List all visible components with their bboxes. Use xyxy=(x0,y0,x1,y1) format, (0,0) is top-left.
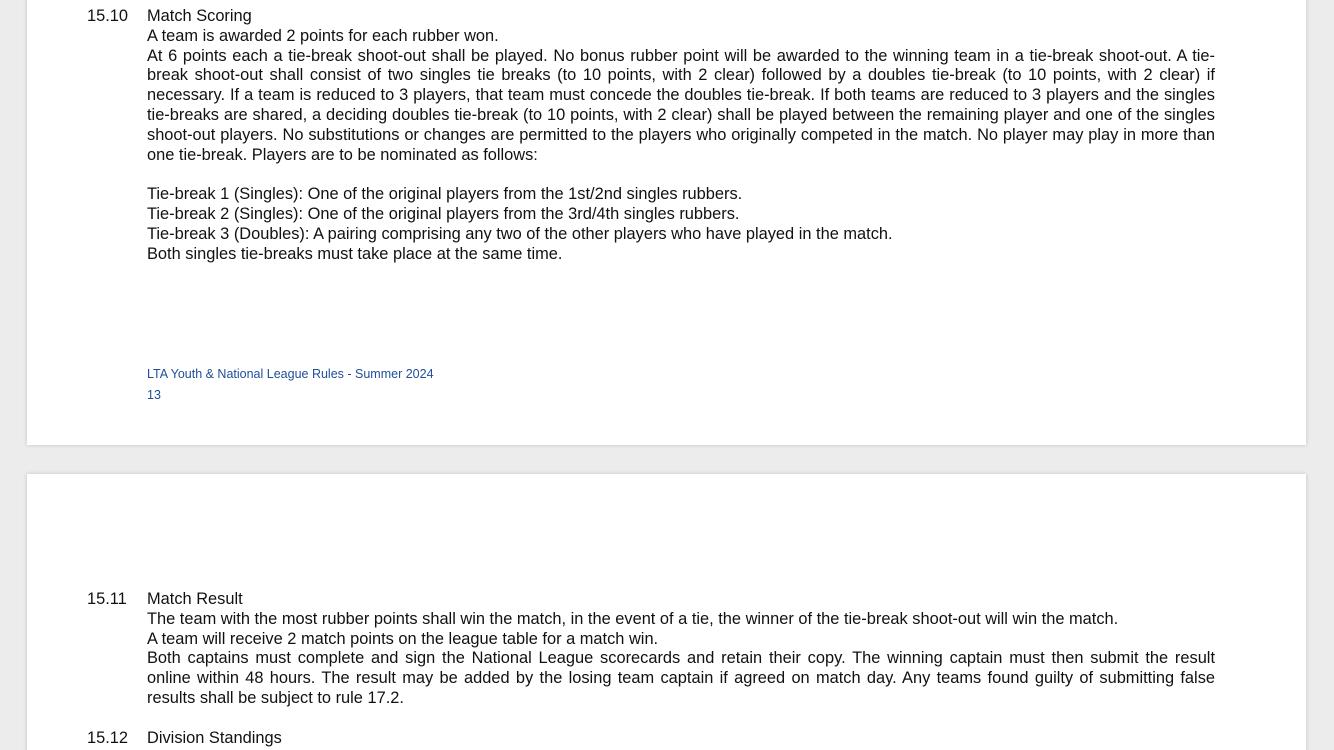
paragraph: A team is awarded 2 points for each rubber won. xyxy=(147,26,499,45)
footer-title: LTA Youth & National League Rules - Summer 2024 xyxy=(147,367,434,381)
page-number: 13 xyxy=(147,388,161,402)
list-item: Tie-break 2 (Singles): One of the original players from the 3rd/4th singles rubbers. xyxy=(147,204,740,223)
section-title: Match Scoring xyxy=(147,7,252,25)
section-body xyxy=(147,27,1215,265)
section-body xyxy=(147,610,1215,709)
paragraph: Both captains must complete and sign the National League scorecards and retain their copy. The winning captain must then submit the result online within 48 hours. The result may be added by the losing team captain if agreed on match day. Any teams found guilty of submitting false results shall be subject to rule 17.2. xyxy=(147,649,1215,707)
page-footer xyxy=(147,364,434,406)
document-page xyxy=(27,0,1306,445)
section-number: 15.12 xyxy=(87,729,129,747)
paragraph: At 6 points each a tie-break shoot-out shall be played. No bonus rubber point will be awarded to the winning team in a tie-break shoot-out. A tie-break shoot-out shall consist of two singles tie breaks (to 10 points, with 2 clear) followed by a doubles tie-break (to 10 points, with 2 clear) if necessary. If a team is reduced to 3 players, that team must concede the doubles tie-break. If both teams are reduced to 3 players and the singles tie-breaks are shared, a deciding doubles tie-break (to 10 points, with 2 clear) shall be played between the remaining player and one of the singles shoot-out players. No substitutions or changes are permitted to the players who originally competed in the match. No player may play in more than one tie-break. Players are to be nominated as follows: xyxy=(147,46,1215,164)
section-number: 15.11 xyxy=(87,590,127,608)
document-page xyxy=(27,474,1306,750)
paragraph: The team with the most rubber points shall win the match, in the event of a tie, the winner of the tie-break shoot-out will win the match. xyxy=(147,609,1119,628)
paragraph: A team will receive 2 match points on the league table for a match win. xyxy=(147,629,659,648)
list-item: Both singles tie-breaks must take place at the same time. xyxy=(147,244,563,263)
list-item: Tie-break 3 (Doubles): A pairing comprising any two of the other players who have played in the match. xyxy=(147,224,893,243)
list-item: Tie-break 1 (Singles): One of the original players from the 1st/2nd singles rubbers. xyxy=(147,185,743,204)
section-title: Match Result xyxy=(147,590,243,608)
section-number: 15.10 xyxy=(87,7,129,25)
tie-break-list xyxy=(147,185,1215,264)
section-title: Division Standings xyxy=(147,729,282,747)
